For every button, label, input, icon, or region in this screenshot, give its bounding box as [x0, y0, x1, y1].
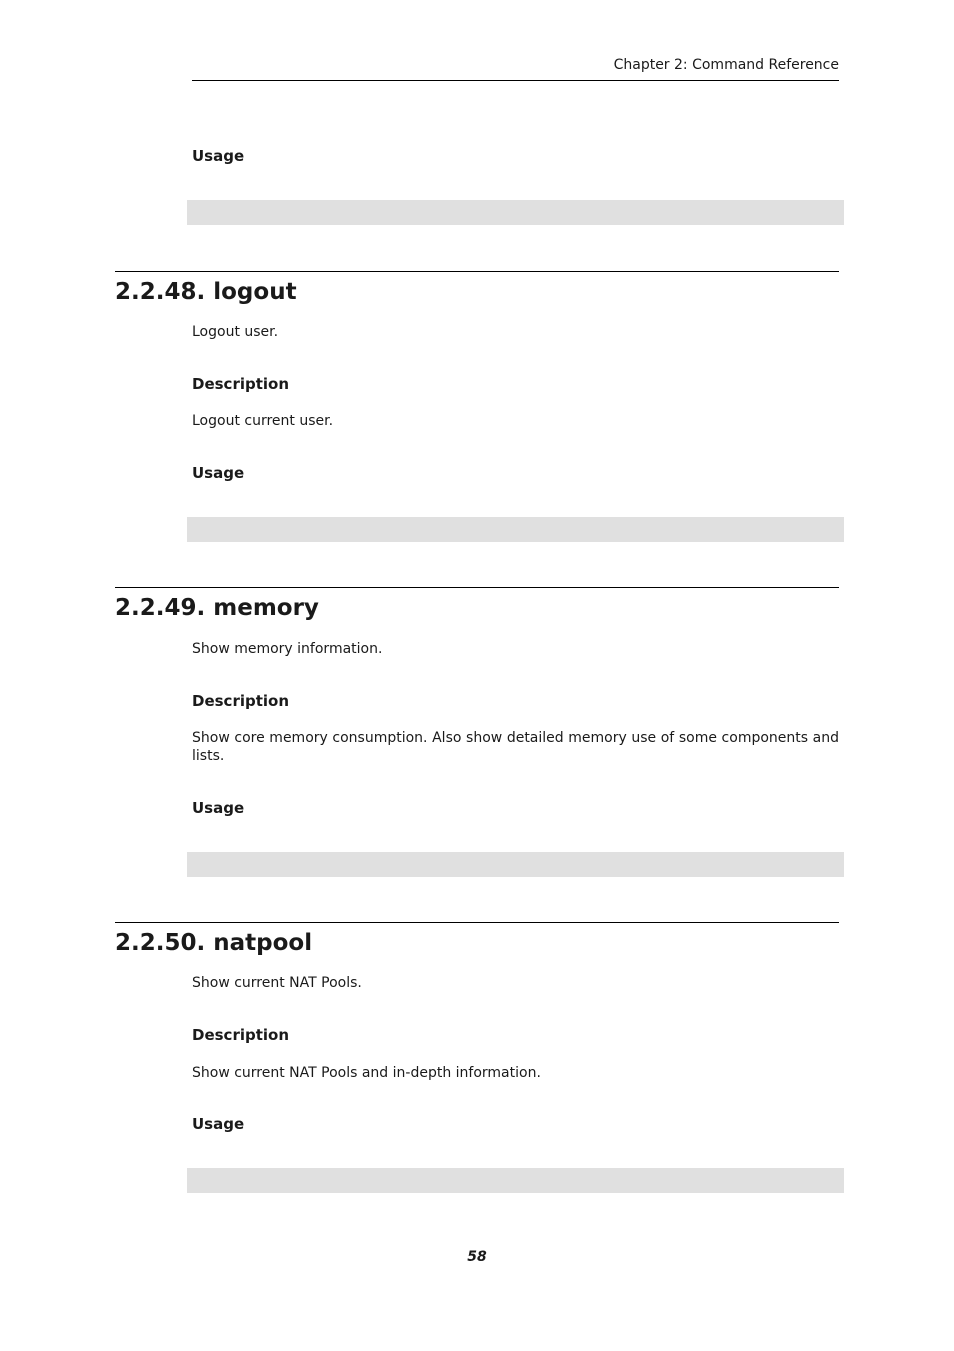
section-title-natpool	[115, 928, 312, 958]
usage-code-block	[187, 852, 844, 877]
section-number: 2.2.50.	[115, 930, 206, 956]
description-text: Show core memory consumption. Also show detailed memory use of some components and lists.	[192, 730, 839, 764]
running-header	[192, 54, 839, 81]
usage-code-block	[187, 517, 844, 542]
usage-code-block	[187, 200, 844, 225]
usage-heading: Usage	[192, 147, 245, 165]
section-divider	[115, 587, 839, 588]
command-name: natpool	[213, 930, 313, 956]
usage-heading: Usage	[192, 799, 245, 817]
command-name: memory	[213, 595, 319, 621]
description-text: Show current NAT Pools and in-depth information.	[192, 1065, 541, 1081]
section-title-memory	[115, 593, 319, 623]
section-number: 2.2.48.	[115, 279, 206, 305]
description-heading: Description	[192, 1026, 290, 1044]
command-summary: Show memory information.	[192, 641, 383, 657]
section-divider	[115, 271, 839, 272]
section-title-logout	[115, 277, 297, 307]
description-text: Logout current user.	[192, 413, 334, 429]
command-name: logout	[213, 279, 297, 305]
description-heading: Description	[192, 375, 290, 393]
command-summary: Logout user.	[192, 324, 279, 340]
usage-heading: Usage	[192, 464, 245, 482]
page-number: 58	[467, 1249, 487, 1265]
usage-heading: Usage	[192, 1115, 245, 1133]
chapter-title: Chapter 2: Command Reference	[613, 57, 839, 73]
section-number: 2.2.49.	[115, 595, 206, 621]
usage-code-block	[187, 1168, 844, 1193]
section-divider	[115, 922, 839, 923]
description-heading: Description	[192, 692, 290, 710]
command-summary: Show current NAT Pools.	[192, 975, 362, 991]
